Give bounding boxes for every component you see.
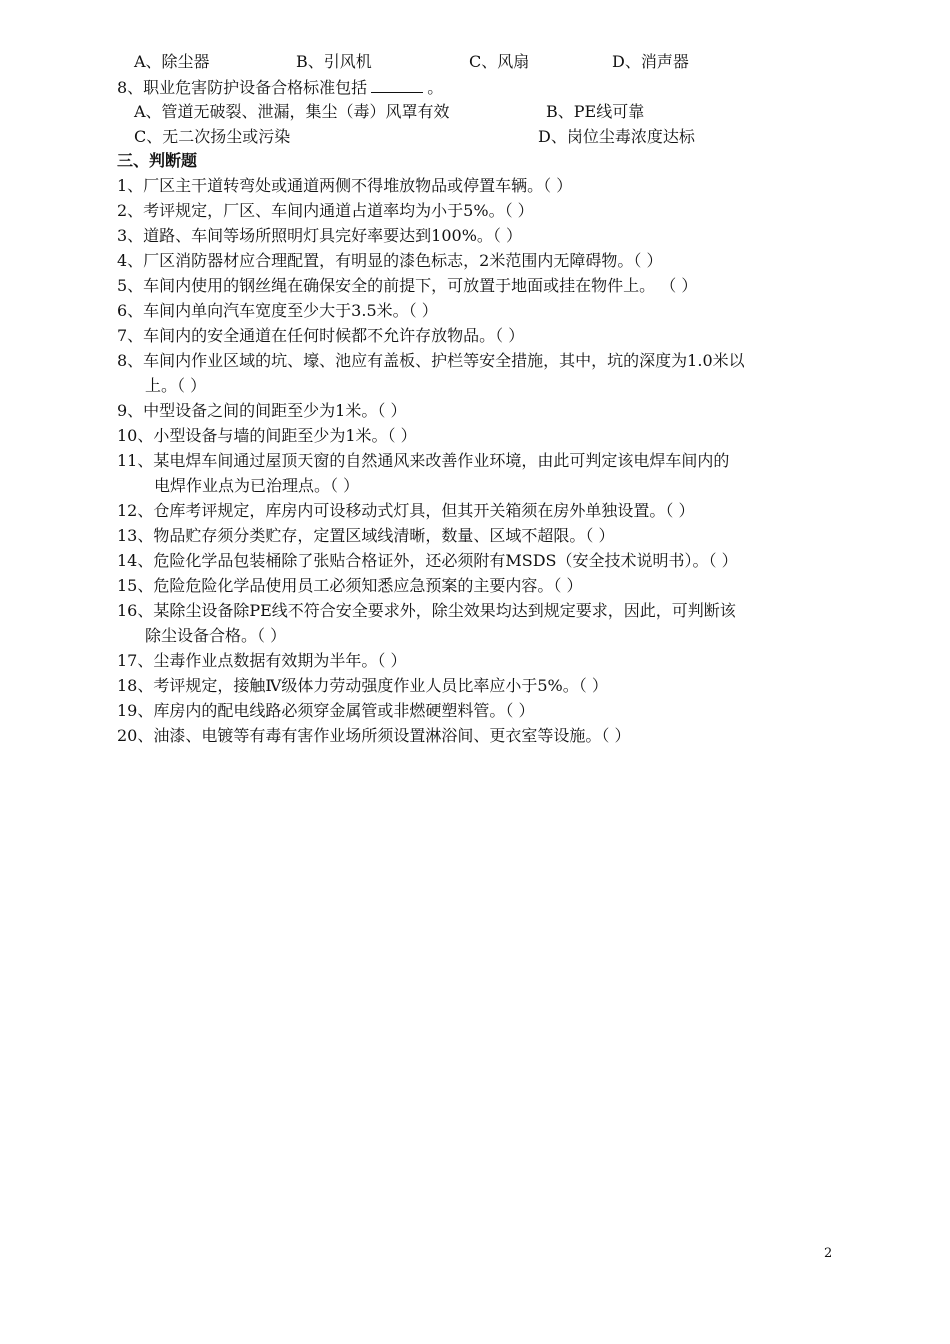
- question-20: 20、油漆、电镀等有毒有害作业场所须设置淋浴间、更衣室等设施。（ ）: [117, 726, 631, 745]
- question-8-line-2: 上。（ ）: [145, 376, 207, 395]
- question-19: 19、库房内的配电线路必须穿金属管或非燃硬塑料管。（ ）: [117, 701, 535, 720]
- q7-option-c: C、风扇: [469, 52, 530, 71]
- question-1: 1、厂区主干道转弯处或通道两侧不得堆放物品或停置车辆。（ ）: [117, 176, 573, 195]
- question-10: 10、小型设备与墙的间距至少为1米。（ ）: [117, 426, 417, 445]
- question-5: 5、车间内使用的钢丝绳在确保安全的前提下，可放置于地面或挂在物件上。 （ ）: [117, 276, 698, 295]
- q8-option-c: C、无二次扬尘或污染: [134, 127, 291, 146]
- q8-stem: 8、职业危害防护设备合格标准包括: [117, 78, 368, 97]
- question-6: 6、车间内单向汽车宽度至少大于3.5米。（ ）: [117, 301, 438, 320]
- question-12: 12、仓库考评规定，库房内可设移动式灯具，但其开关箱须在房外单独设置。（ ）: [117, 501, 695, 520]
- question-11-line-1: 11、某电焊车间通过屋顶天窗的自然通风来改善作业环境，由此可判定该电焊车间内的: [117, 451, 730, 470]
- question-16-line-1: 16、某除尘设备除PE线不符合安全要求外，除尘效果均达到规定要求，因此，可判断该: [117, 601, 736, 620]
- section-title-true-false: 三、判断题: [117, 151, 198, 170]
- question-18: 18、考评规定，接触Ⅳ级体力劳动强度作业人员比率应小于5%。（ ）: [117, 676, 608, 695]
- question-11-line-2: 电焊作业点为已治理点。（ ）: [154, 476, 360, 495]
- question-15: 15、危险危险化学品使用员工必须知悉应急预案的主要内容。（ ）: [117, 576, 583, 595]
- q8-answer-blank: [371, 77, 423, 93]
- q7-option-d: D、消声器: [612, 52, 689, 71]
- question-4: 4、厂区消防器材应合理配置，有明显的漆色标志，2米范围内无障碍物。（ ）: [117, 251, 663, 270]
- question-3: 3、道路、车间等场所照明灯具完好率要达到100%。（ ）: [117, 226, 523, 245]
- question-8-line-1: 8、车间内作业区域的坑、壕、池应有盖板、护栏等安全措施，其中，坑的深度为1.0米以: [117, 351, 745, 370]
- question-2: 2、考评规定，厂区、车间内通道占道率均为小于5%。（ ）: [117, 201, 534, 220]
- question-16-line-2: 除尘设备合格。（ ）: [145, 626, 287, 645]
- question-17: 17、尘毒作业点数据有效期为半年。（ ）: [117, 651, 407, 670]
- q8-option-d: D、岗位尘毒浓度达标: [538, 127, 695, 146]
- q8-option-b: B、PE线可靠: [546, 102, 645, 121]
- page-number: 2: [824, 1246, 833, 1261]
- q7-option-b: B、引风机: [296, 52, 372, 71]
- question-9: 9、中型设备之间的间距至少为1米。（ ）: [117, 401, 407, 420]
- question-14: 14、危险化学品包装桶除了张贴合格证外，还必须附有MSDS（安全技术说明书）。（ ）: [117, 551, 738, 570]
- question-7: 7、车间内的安全通道在任何时候都不允许存放物品。（ ）: [117, 326, 525, 345]
- q8-stem-end: 。: [427, 78, 444, 97]
- q8-stem-line: [117, 77, 443, 97]
- q8-option-a: A、管道无破裂、泄漏，集尘（毒）风罩有效: [134, 102, 450, 121]
- q7-option-a: A、除尘器: [134, 52, 210, 71]
- question-13: 13、物品贮存须分类贮存，定置区域线清晰，数量、区域不超限。（ ）: [117, 526, 615, 545]
